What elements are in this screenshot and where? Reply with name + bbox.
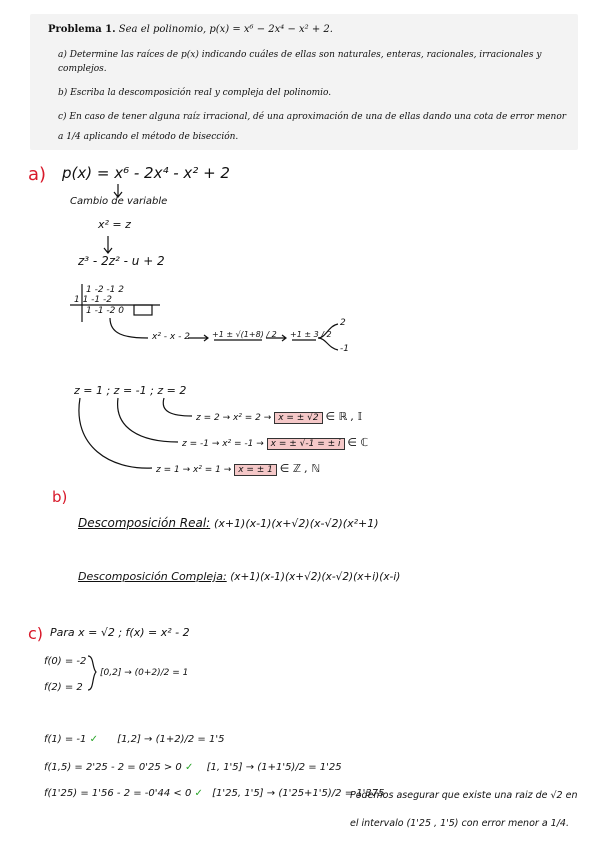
interval-initial: [0,2] → (0+2)/2 = 1	[100, 668, 189, 678]
part-a-label: a)	[28, 164, 47, 185]
bisection-setup: Para x = √2 ; f(x) = x² - 2	[50, 626, 190, 639]
problem-item-c-line1: c) En caso de tener alguna raíz irracional, dé una aproximación de una de ellas dando una cota de error menor	[58, 112, 567, 122]
arrow-to-formula	[188, 335, 208, 341]
problem-item-b: b) Escriba la descomposición real y compleja del polinomio.	[58, 88, 332, 98]
brace-initial	[88, 656, 96, 690]
conclusion-line-1: Podemos asegurar que existe una raiz de √2 en	[350, 790, 578, 801]
conclusion-line-2: el intervalo (1'25 , 1'5) con error menor a 1/4.	[350, 818, 569, 829]
ruffini-row-products: 1 1 -1 -2	[74, 295, 112, 305]
part-c-label: c)	[28, 624, 44, 643]
root-case-zminus1: z = -1 → x² = -1 → x = ± √-1 = ± i ∈ ℂ	[182, 436, 369, 449]
root-box-1: x = ± 1	[234, 464, 277, 476]
part-b-label: b)	[52, 488, 68, 506]
bisection-step-2: f(1,5) = 2'25 - 2 = 0'25 > 0 ✓ [1, 1'5] → (1+1'5)/2 = 1'25	[44, 762, 342, 773]
quadratic-formula: +1 ± √(1+8) / 2	[212, 330, 277, 339]
problem-item-a: a) Determine las raíces de p(x) indicando cuáles de ellas son naturales, enteras, racionales, irracionales y complejos.	[58, 50, 542, 74]
polynomial: p(x) = x⁶ - 2x⁴ - x² + 2	[62, 164, 230, 182]
curve-arrow-z2	[163, 398, 192, 416]
ruffini-row-result: 1 -1 -2 0	[86, 306, 124, 316]
quadratic: x² - x - 2	[152, 332, 190, 342]
real-decomposition	[78, 516, 379, 530]
root-box-sqrt2: x = ± √2	[274, 412, 322, 424]
bisection-step-3: f(1'25) = 1'56 - 2 = -0'44 < 0 ✓ [1'25, 1'5] → (1'25+1'5)/2 = 1'375	[44, 788, 385, 799]
cubic-polynomial: z³ - 2z² - u + 2	[78, 254, 165, 268]
root-case-z2: z = 2 → x² = 2 → x = ± √2 ∈ ℝ , 𝕀	[196, 410, 363, 423]
root-case-z1: z = 1 → x² = 1 → x = ± 1 ∈ ℤ , ℕ	[156, 462, 321, 475]
curve-arrow-zminus1	[118, 398, 178, 442]
f-at-0: f(0) = -2	[44, 656, 87, 667]
down-arrow-2	[104, 236, 112, 253]
change-of-variable: Cambio de variable	[70, 196, 168, 207]
real-decomposition-expr: (x+1)(x-1)(x+√2)(x-√2)(x²+1)	[214, 517, 379, 530]
f-at-2: f(2) = 2	[44, 682, 83, 693]
roots-in-z: z = 1 ; z = -1 ; z = 2	[74, 384, 187, 397]
quadratic-formula-simplified: +1 ± 3 / 2	[290, 330, 332, 339]
curve-arrow-z1	[79, 398, 152, 468]
ruffini-row-coefficients: 1 -2 -1 2	[86, 285, 124, 295]
root-negative: -1	[340, 344, 349, 354]
problem-item-c-line2: a 1/4 aplicando el método de bisección.	[58, 132, 239, 142]
substitution: x² = z	[98, 218, 131, 231]
complex-decomposition	[78, 570, 400, 583]
problem-title: Problema 1. Sea el polinomio, p(x) = x⁶ − 2x⁴ − x² + 2.	[48, 24, 333, 35]
problem-statement	[30, 14, 578, 150]
bisection-step-1: f(1) = -1 ✓ [1,2] → (1+2)/2 = 1'5	[44, 734, 225, 745]
root-positive: 2	[340, 318, 346, 328]
complex-decomposition-expr: (x+1)(x-1)(x+√2)(x-√2)(x+i)(x-i)	[230, 571, 401, 583]
real-decomposition-title: Descomposición Real:	[78, 516, 211, 530]
ruffini-remainder-box	[134, 305, 152, 315]
curve-arrow-quadratic	[110, 318, 148, 338]
root-box-i: x = ± √-1 = ± i	[267, 438, 345, 450]
complex-decomposition-title: Descomposición Compleja:	[78, 570, 227, 583]
